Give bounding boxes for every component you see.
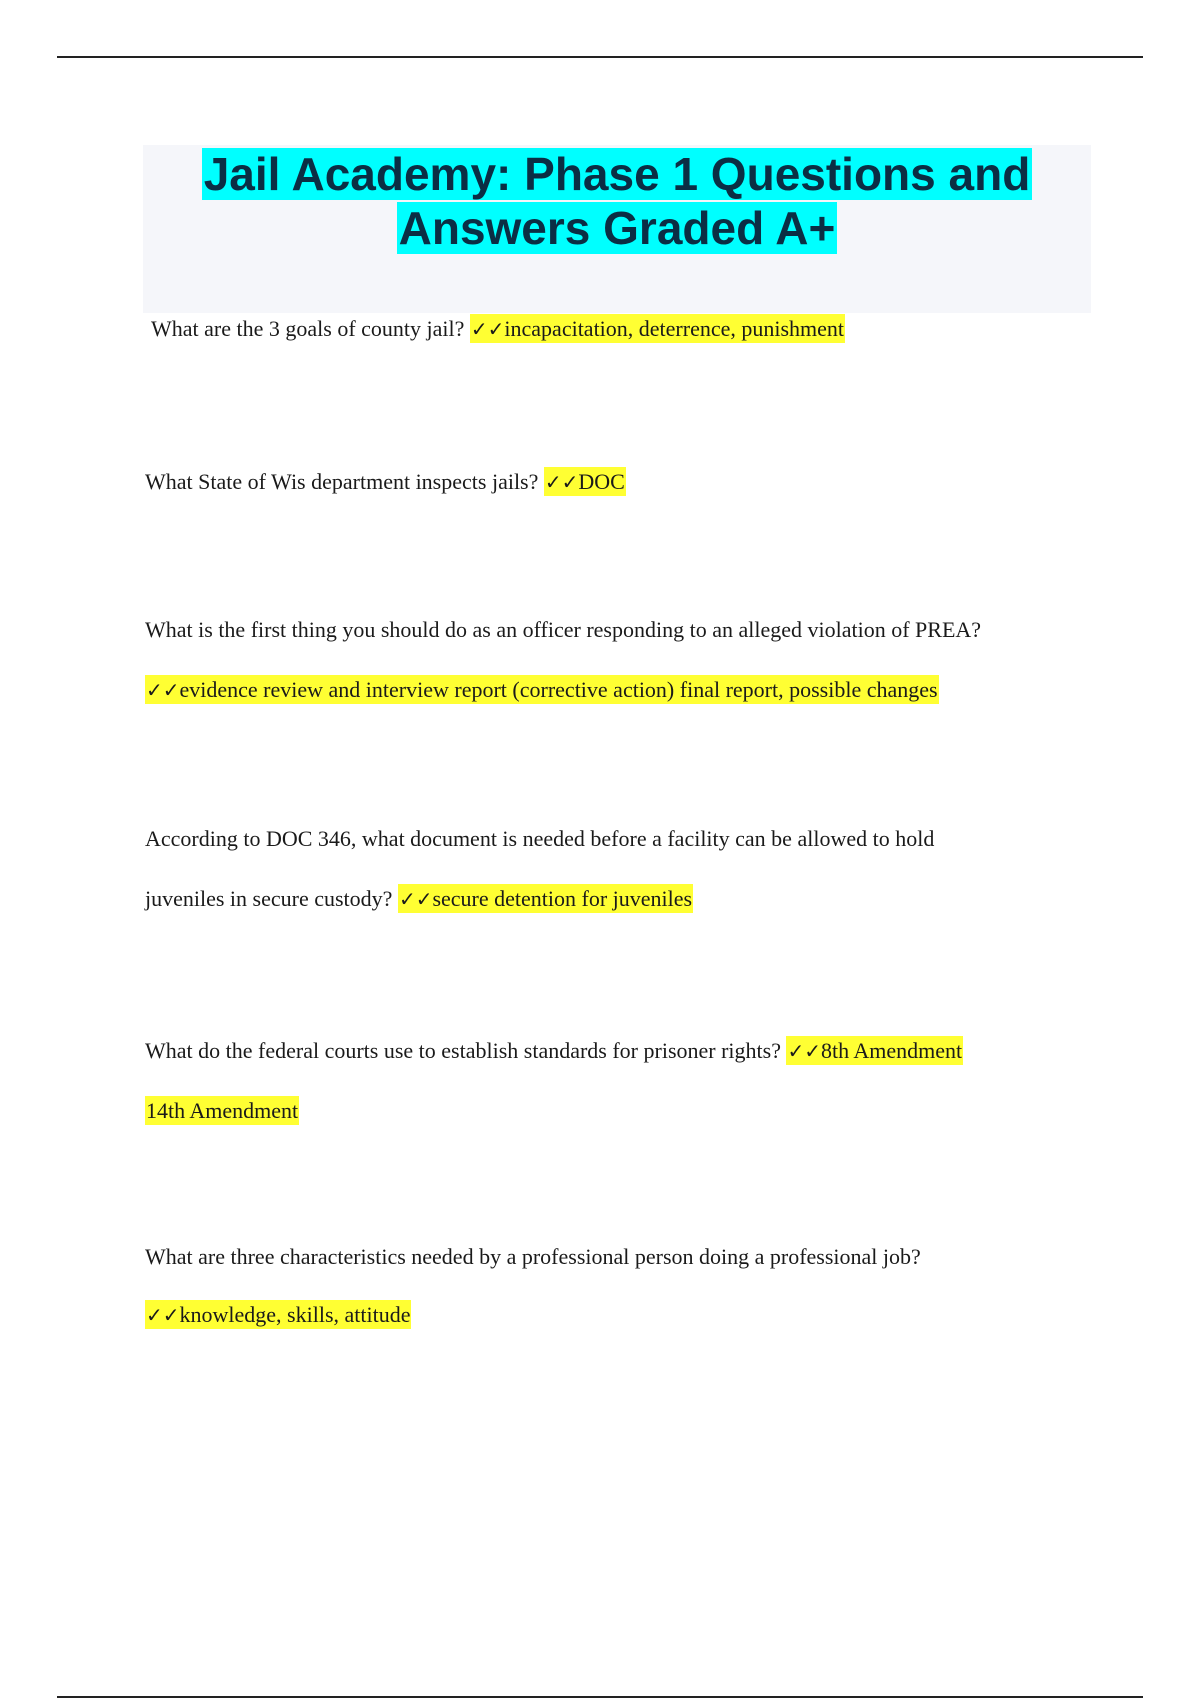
question-5: What do the federal courts use to establish standards for prisoner rights? [145, 1038, 787, 1063]
check-mark-icon: ✓✓ [146, 1303, 180, 1327]
answer-5-line-1: 8th Amendment [821, 1038, 963, 1063]
title-banner [143, 145, 1091, 313]
check-mark-icon: ✓✓ [398, 887, 433, 911]
qa-3-answer-line [145, 677, 939, 703]
answer-1-highlight [470, 314, 845, 343]
answer-2-highlight [544, 467, 626, 496]
qa-6-answer-line [145, 1302, 411, 1328]
qa-1 [151, 316, 845, 342]
question-6: What are three characteristics needed by a professional person doing a professional job? [145, 1244, 921, 1269]
qa-5-line-1 [145, 1038, 963, 1064]
answer-4-highlight [398, 884, 693, 913]
answer-5-line-2-highlight [145, 1096, 299, 1125]
answer-4: secure detention for juveniles [432, 886, 693, 911]
qa-2 [145, 469, 626, 495]
answer-1: incapacitation, deterrence, punishment [504, 316, 845, 341]
title-line-2: Answers Graded A+ [398, 202, 836, 254]
question-1: What are the 3 goals of county jail? [151, 316, 470, 341]
answer-6: knowledge, skills, attitude [179, 1302, 411, 1327]
answer-5-highlight [786, 1036, 963, 1065]
bottom-rule [57, 1696, 1143, 1698]
check-mark-icon: ✓✓ [544, 470, 579, 494]
check-mark-icon: ✓✓ [470, 317, 505, 341]
answer-2: DOC [578, 469, 625, 494]
qa-5-line-2 [145, 1098, 299, 1124]
question-4-line-2: juveniles in secure custody? [145, 886, 398, 911]
answer-5-line-2: 14th Amendment [146, 1098, 299, 1123]
question-2: What State of Wis department inspects jails? [145, 469, 544, 494]
answer-6-highlight [145, 1300, 411, 1329]
title-line-1: Jail Academy: Phase 1 Questions and [203, 148, 1031, 200]
top-rule [57, 56, 1143, 58]
answer-3-highlight [145, 675, 939, 704]
page-title [143, 145, 1091, 255]
answer-3: evidence review and interview report (corrective action) final report, possible changes [179, 677, 938, 702]
qa-4-line-2 [145, 886, 693, 912]
question-3: What is the first thing you should do as an officer responding to an alleged violation of PREA? [145, 617, 982, 642]
question-4-line-1: According to DOC 346, what document is needed before a facility can be allowed to hold [145, 826, 935, 851]
check-mark-icon: ✓✓ [146, 678, 180, 702]
check-mark-icon: ✓✓ [787, 1039, 821, 1063]
